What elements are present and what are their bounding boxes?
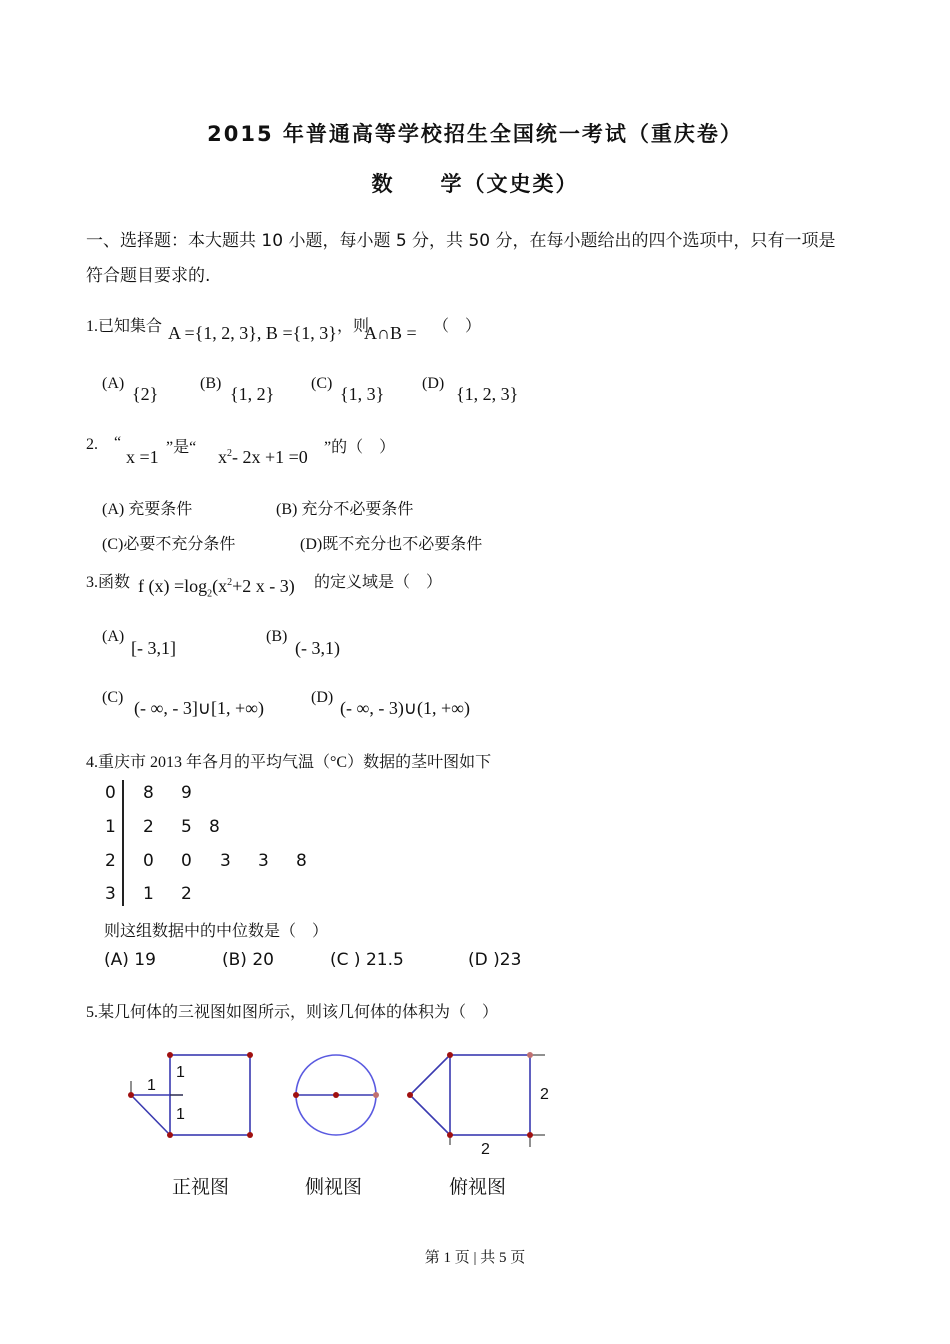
q2-quote-open: “ [114, 434, 122, 451]
leaf-value: 8 [296, 851, 307, 871]
front-view-label-upper: 1 [176, 1064, 185, 1081]
q4-option-b: (B) 20 [222, 950, 274, 970]
q3-option-d: (- ∞, - 3)∪(1, +∞) [340, 698, 470, 718]
exam-title: 2015 年普通高等学校招生全国统一考试（重庆卷） [207, 122, 743, 146]
top-view-label-width: 2 [481, 1141, 490, 1158]
section-heading-line2: 符合题目要求的. [86, 266, 211, 286]
leaf-value: 0 [143, 851, 154, 871]
caption-front-view: 正视图 [172, 1176, 230, 1198]
q2-option-d: (D)既不充分也不必要条件 [300, 536, 483, 553]
q4-option-d: (D )23 [468, 950, 522, 970]
front-view-label-lower: 1 [176, 1106, 185, 1123]
q4-stem: 4.重庆市 2013 年各月的平均气温（°C）数据的茎叶图如下 [86, 754, 492, 771]
section-heading-line1: 一、选择题：本大题共 10 小题，每小题 5 分，共 50 分，在每小题给出的四个选项中，只有一项是 [86, 231, 836, 251]
leaf-value: 5 [181, 817, 192, 837]
q4-question: 则这组数据中的中位数是（ ） [104, 923, 329, 940]
q1-stem: 1.已知集合 [86, 318, 163, 335]
q3-stem: 3.函数 [86, 574, 131, 591]
q1-option-d: {1, 2, 3} [456, 384, 519, 404]
q3-tail: 的定义域是（ ） [314, 574, 443, 591]
leaf-value: 2 [181, 884, 192, 904]
q2-stem: 2. [86, 436, 98, 453]
top-view-square [450, 1055, 530, 1135]
q2-expr1: x =1 [126, 447, 159, 467]
q2-option-b: (B) 充分不必要条件 [276, 501, 414, 518]
q1-option-b: {1, 2} [230, 384, 275, 404]
q3-option-b: (- 3,1) [295, 638, 340, 658]
leaf-value: 9 [181, 783, 192, 803]
stem-value: 3 [105, 884, 116, 904]
q1-expr2: A∩B = [364, 323, 417, 343]
leaf-value: 8 [143, 783, 154, 803]
q4-option-a: (A) 19 [104, 950, 156, 970]
leaf-value: 1 [143, 884, 154, 904]
q2-option-c: (C)必要不充分条件 [102, 536, 236, 553]
top-view-label-height: 2 [540, 1086, 549, 1103]
front-view-label-width: 1 [147, 1077, 156, 1094]
q3-expr: f $(x) =\log_2(x^2+2$ x - 3) [138, 576, 295, 600]
q1-expr: A ={1, 2, 3}, B ={1, 3} [168, 323, 337, 343]
q5-stem: 5.某几何体的三视图如图所示，则该几何体的体积为（ ） [86, 1004, 499, 1021]
q3-option-d-label: (D) [311, 689, 334, 706]
q3-option-a-label: (A) [102, 628, 125, 645]
stem-value: 0 [105, 783, 116, 803]
q1-option-c: {1, 3} [340, 384, 385, 404]
leaf-value: 2 [143, 817, 154, 837]
q3-option-b-label: (B) [266, 628, 288, 645]
caption-top-view: 俯视图 [449, 1176, 507, 1198]
q2-quote-end: ”的（ ） [324, 439, 396, 456]
caption-side-view: 侧视图 [305, 1176, 363, 1198]
q2-option-a: (A) 充要条件 [102, 501, 193, 518]
q4-option-c: (C ) 21.5 [330, 950, 404, 970]
q1-paren: （ ） [433, 318, 482, 335]
page-footer: 第 1 页 | 共 5 页 [424, 1250, 526, 1266]
q2-expr2: $x^2-$ 2x +1 =0 [218, 447, 308, 467]
q1-option-d-label: (D) [422, 375, 445, 392]
leaf-value: 3 [220, 851, 231, 871]
leaf-value: 8 [209, 817, 220, 837]
q1-option-a-label: (A) [102, 375, 125, 392]
leaf-value: 3 [258, 851, 269, 871]
stem-value: 2 [105, 851, 116, 871]
leaf-value: 0 [181, 851, 192, 871]
exam-subtitle: 数 学（文史类） [371, 172, 579, 196]
q1-option-b-label: (B) [200, 375, 222, 392]
q1-mid: ，则 [337, 318, 370, 335]
q3-option-a: [- 3,1] [131, 638, 176, 658]
q3-option-c-label: (C) [102, 689, 124, 706]
q3-option-c: (- ∞, - 3]∪[1, +∞) [134, 698, 264, 718]
q2-quote-mid: ”是“ [166, 439, 197, 456]
q1-option-c-label: (C) [311, 375, 333, 392]
stem-value: 1 [105, 817, 116, 837]
q1-option-a: {2} [132, 384, 159, 404]
